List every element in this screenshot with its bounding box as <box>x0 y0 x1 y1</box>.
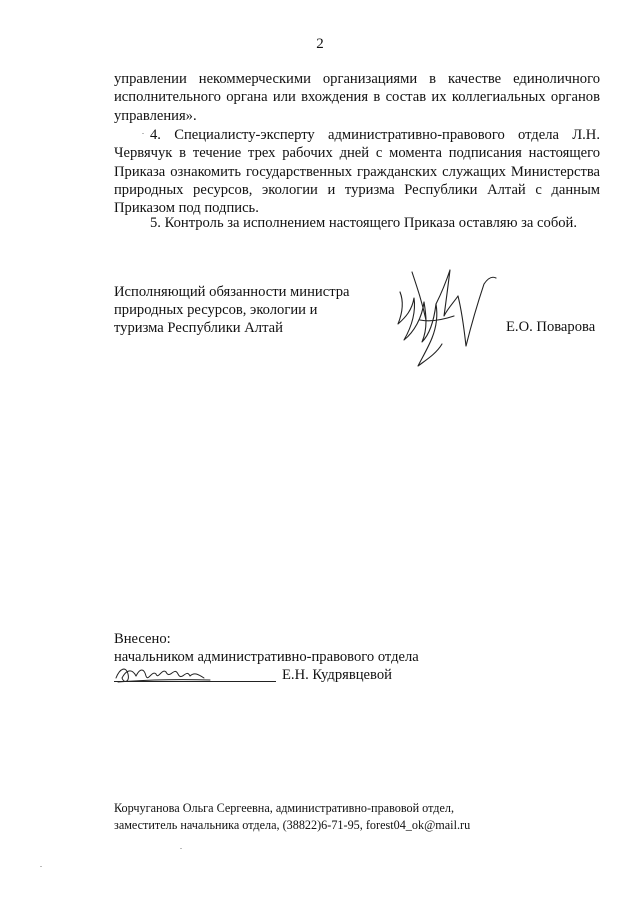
signatory-name: Е.О. Поварова <box>506 319 596 335</box>
scan-speck <box>142 133 144 134</box>
signatory-title-line: природных ресурсов, экологии и <box>114 302 318 318</box>
submitted-position: начальником административно-правового отдела <box>114 649 419 665</box>
signature-underline <box>114 681 276 682</box>
page-number: 2 <box>316 36 324 52</box>
paragraph-item-5: 5. Контроль за исполнением настоящего Приказа оставляю за собой. <box>150 215 578 231</box>
submitted-block <box>114 630 534 686</box>
paragraph-continuation: управлении некоммерческими организациями в качестве единоличного исполнительного органа или вхождения в состав их коллегиальных органов управления». <box>114 71 600 124</box>
executor-contacts: заместитель начальника отдела, (38822)6-71-95, forest04_ok@mail.ru <box>114 817 471 832</box>
scan-speck <box>180 848 182 849</box>
signatory-title <box>114 283 384 337</box>
handwritten-signature-small <box>114 662 244 688</box>
signatory-title-line: Исполняющий обязанности министра <box>114 284 350 300</box>
executor-footer <box>114 800 514 833</box>
paragraph-item-4: 4. Специалисту-эксперту административно-правового отдела Л.Н. Червячук в течение трех рабочих дней с момента подписания настоящего Приказа ознакомить государственных гражданских служащих Министерства природных ресурсов, экологии и туризма Республики Алтай с данным Приказом под подпись. <box>114 127 600 217</box>
executor-line: Корчуганова Ольга Сергеевна, административно-правовой отдел, <box>114 801 455 815</box>
submitted-signature-line <box>114 666 534 686</box>
handwritten-signature <box>392 262 502 374</box>
signatory-title-line: туризма Республики Алтай <box>114 320 283 336</box>
submitted-label: Внесено: <box>114 631 171 647</box>
submitted-name: Е.Н. Кудрявцевой <box>282 667 392 683</box>
scan-speck <box>40 866 42 867</box>
